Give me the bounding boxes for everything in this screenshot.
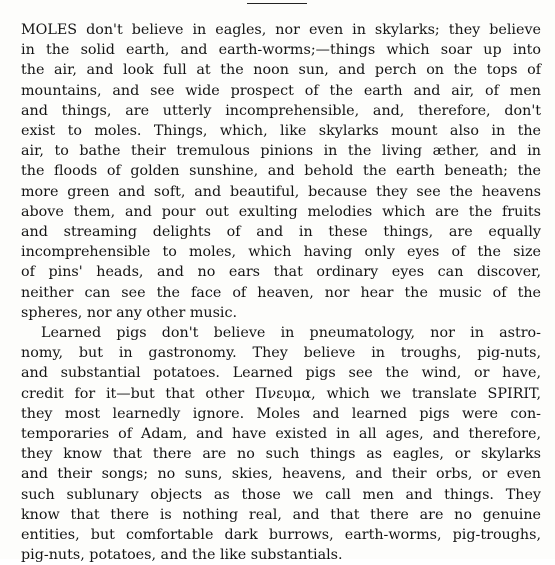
text-line: in the solid earth, and earth-worms;—things which soar up into (21, 42, 541, 59)
text-line: nomy, but in gastronomy. They believe in troughs, pig-nuts, (21, 345, 541, 362)
text-line: exist to moles. Things, which, like skylarks mount also in the (21, 123, 541, 140)
text-line: Learned pigs don't believe in pneumatology, nor in astro- (41, 325, 541, 342)
text-line: incomprehensible to moles, which having only eyes of the size (21, 244, 541, 261)
text-line: spheres, nor any other music. (21, 304, 238, 321)
text-line: air, to bathe their tremulous pinions in the living æther, and in (21, 143, 541, 160)
text-line: and things, are utterly incomprehensible, and, therefore, don't (21, 102, 541, 119)
text-line: temporaries of Adam, and have existed in all ages, and therefore, (21, 426, 541, 443)
text-line: such sublunary objects as those we call men and things. They (21, 486, 541, 503)
paragraph-learned-pigs (21, 323, 541, 565)
text-line: know that there is nothing real, and that there are no genuine (21, 506, 541, 523)
text-line: pig-nuts, potatoes, and the like substantials. (21, 547, 343, 564)
text-line: they know that there are no such things as eagles, or skylarks (21, 446, 541, 463)
text-line: credit for it—but that other Πνευμα, which we translate SPIRIT, (21, 385, 541, 402)
text-line: neither can see the face of heaven, nor hear the music of the (21, 284, 541, 301)
text-line: the floods of golden sunshine, and behold the earth beneath; the (21, 163, 541, 180)
text-line: they most learnedly ignore. Moles and learned pigs were con- (21, 405, 541, 422)
text-line: more green and soft, and beautiful, because they see the heavens (21, 183, 541, 200)
article-body (21, 20, 541, 565)
text-line: mountains, and see wide prospect of the earth and air, of men (21, 82, 541, 99)
text-line: MOLES don't believe in eagles, nor even in skylarks; they believe (21, 22, 541, 38)
section-rule (247, 3, 307, 4)
paragraph-moles (21, 20, 541, 323)
text-line: and streaming delights of and in these things, are equally (21, 224, 541, 241)
text-line: and substantial potatoes. Learned pigs see the wind, or have, (21, 365, 541, 382)
text-line: of pins' heads, and no ears that ordinary eyes can discover, (21, 264, 541, 281)
text-line: above them, and pour out exulting melodies which are the fruits (21, 203, 541, 220)
text-line: the air, and look full at the noon sun, and perch on the tops of (21, 62, 541, 79)
text-line: and their songs; no suns, skies, heavens, and their orbs, or even (21, 466, 541, 483)
text-line: entities, but comfortable dark burrows, earth-worms, pig-troughs, (21, 527, 541, 544)
